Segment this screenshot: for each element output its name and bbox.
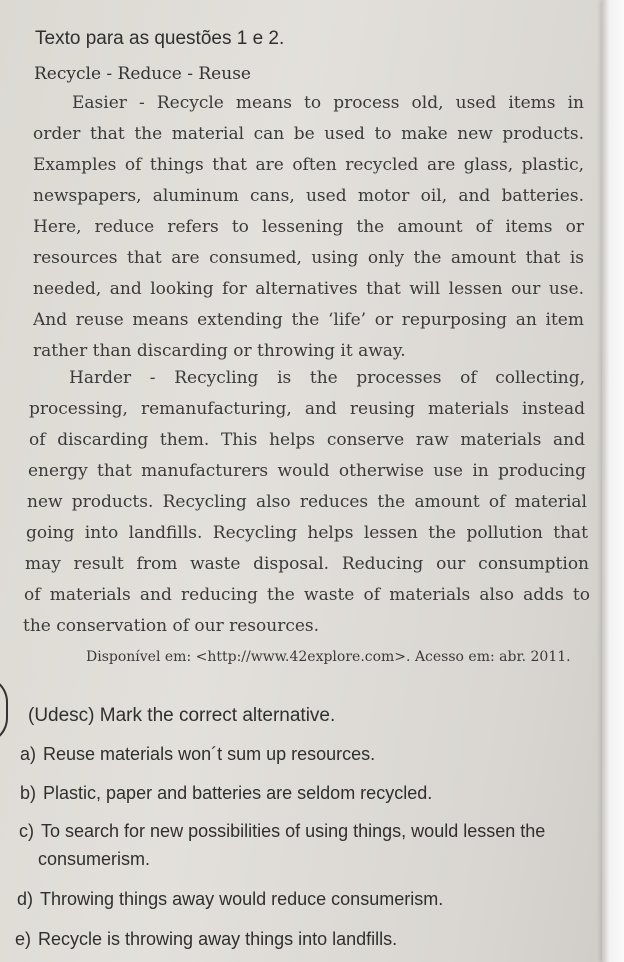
option-e[interactable] [15,929,397,950]
option-letter: a) [20,744,37,764]
option-text: Reuse materials won´t sum up resources. [43,744,376,764]
option-letter: b) [20,783,37,803]
option-text: To search for new possibilities of using things, would lessen the [41,821,546,841]
paragraph-line: And reuse means extending the ‘life’ or repurposing an item [33,310,584,330]
paragraph-line: order that the material can be used to make new products. [33,124,584,144]
section-header: Texto para as questões 1 e 2. [35,28,285,49]
option-text: Throwing things away would reduce consumerism. [40,889,444,909]
option-a[interactable] [20,744,375,765]
paragraph-line: Examples of things that are often recycled are glass, plastic, [33,155,584,175]
paragraph-line: may result from waste disposal. Reducing our consumption [25,554,589,574]
paragraph-line: of discarding them. This helps conserve raw materials and [29,430,585,450]
paragraph-line: resources that are consumed, using only the amount that is [33,248,584,268]
question-prompt: (Udesc) Mark the correct alternative. [28,705,336,726]
paragraph-line: Easier - Recycle means to process old, used items in [72,93,584,113]
paragraph-line: rather than discarding or throwing it away. [33,341,406,361]
paragraph-line: of materials and reducing the waste of materials also adds to [24,585,590,605]
paragraph-line: newspapers, aluminum cans, used motor oil, and batteries. [33,186,584,206]
paragraph-line: going into landfills. Recycling helps lessen the pollution that [26,523,588,543]
option-b[interactable] [20,783,432,804]
paragraph-line: processing, remanufacturing, and reusing materials instead [29,399,585,419]
option-d[interactable] [17,889,443,910]
paragraph-line: Here, reduce refers to lessening the amount of items or [33,217,584,237]
paragraph-line: needed, and looking for alternatives that will lessen our use. [33,279,584,299]
paragraph-line: new products. Recycling also reduces the amount of material [27,492,587,512]
option-text: Plastic, paper and batteries are seldom recycled. [43,783,433,803]
option-letter: d) [17,889,34,909]
paragraph-line: the conservation of our resources. [23,616,320,636]
option-c-continuation [38,849,150,870]
option-c[interactable] [19,821,545,842]
option-text: Recycle is throwing away things into landfills. [38,929,398,949]
source-citation: Disponível em: <http://www.42explore.com>. Acesso em: abr. 2011. [86,649,571,665]
paragraph-line: Harder - Recycling is the processes of collecting, [69,368,585,388]
option-text: consumerism. [38,849,151,869]
article-title: Recycle - Reduce - Reuse [34,64,251,84]
question-number-bracket [0,676,8,744]
paragraph-line: energy that manufacturers would otherwise use in producing [28,461,586,481]
option-letter: c) [19,821,34,841]
option-letter: e) [15,929,32,949]
page-edge [602,0,624,962]
